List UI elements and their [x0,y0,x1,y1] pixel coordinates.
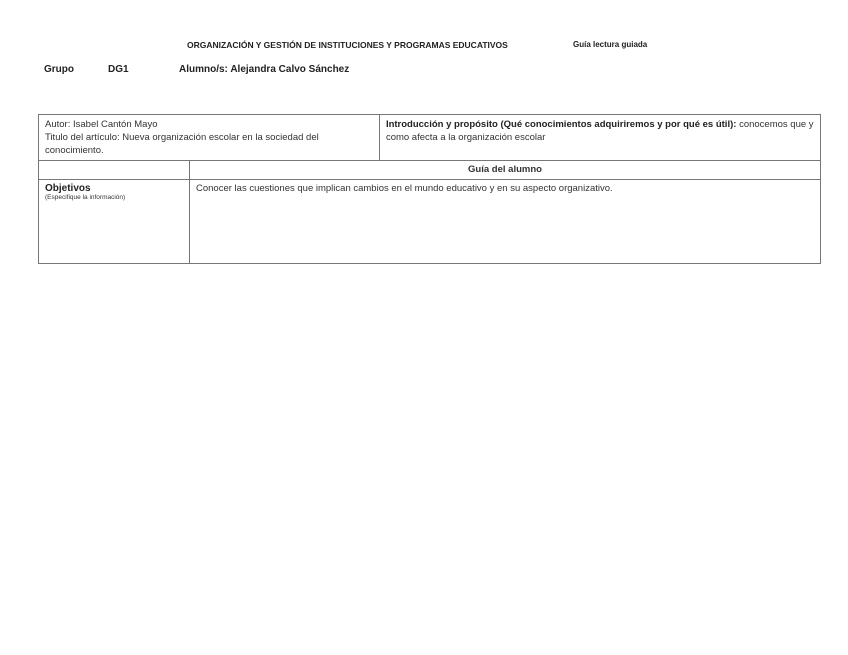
author-line: Autor: Isabel Cantón Mayo [45,119,158,130]
student-name: Alejandra Calvo Sánchez [230,64,350,75]
introduction-label: Introducción y propósito (Qué conocimientos adquiriremos y por qué es útil): [385,119,737,130]
empty-cell [39,161,190,180]
reading-guide-table [38,114,821,264]
objectives-label: Objetivos [45,183,91,194]
introduction-text: conocemos que y como afecta a la organización escolar [385,119,814,143]
group-value: DG1 [108,64,129,75]
group-label: Grupo [44,64,74,75]
introduction-cell [379,115,820,161]
article-meta-cell [39,115,380,161]
guide-heading: Guía del alumno [190,161,821,180]
objectives-text: Conocer las cuestiones que implican cambios en el mundo educativo y en su aspecto organizativo. [190,180,821,264]
course-title: ORGANIZACIÓN Y GESTIÓN DE INSTITUCIONES Y PROGRAMAS EDUCATIVOS [187,40,508,50]
student-label: Alumno/s: [179,64,228,75]
article-row [39,115,821,161]
student-info [179,64,349,75]
article-title-line: Titulo del artículo: Nueva organización escolar en la sociedad del conocimiento. [45,132,319,156]
guide-heading-row [39,161,821,180]
document-type: Guía lectura guiada [573,40,648,49]
objectives-label-cell [39,180,190,264]
objectives-row [39,180,821,264]
objectives-sublabel: (Especifique la información) [45,194,126,201]
